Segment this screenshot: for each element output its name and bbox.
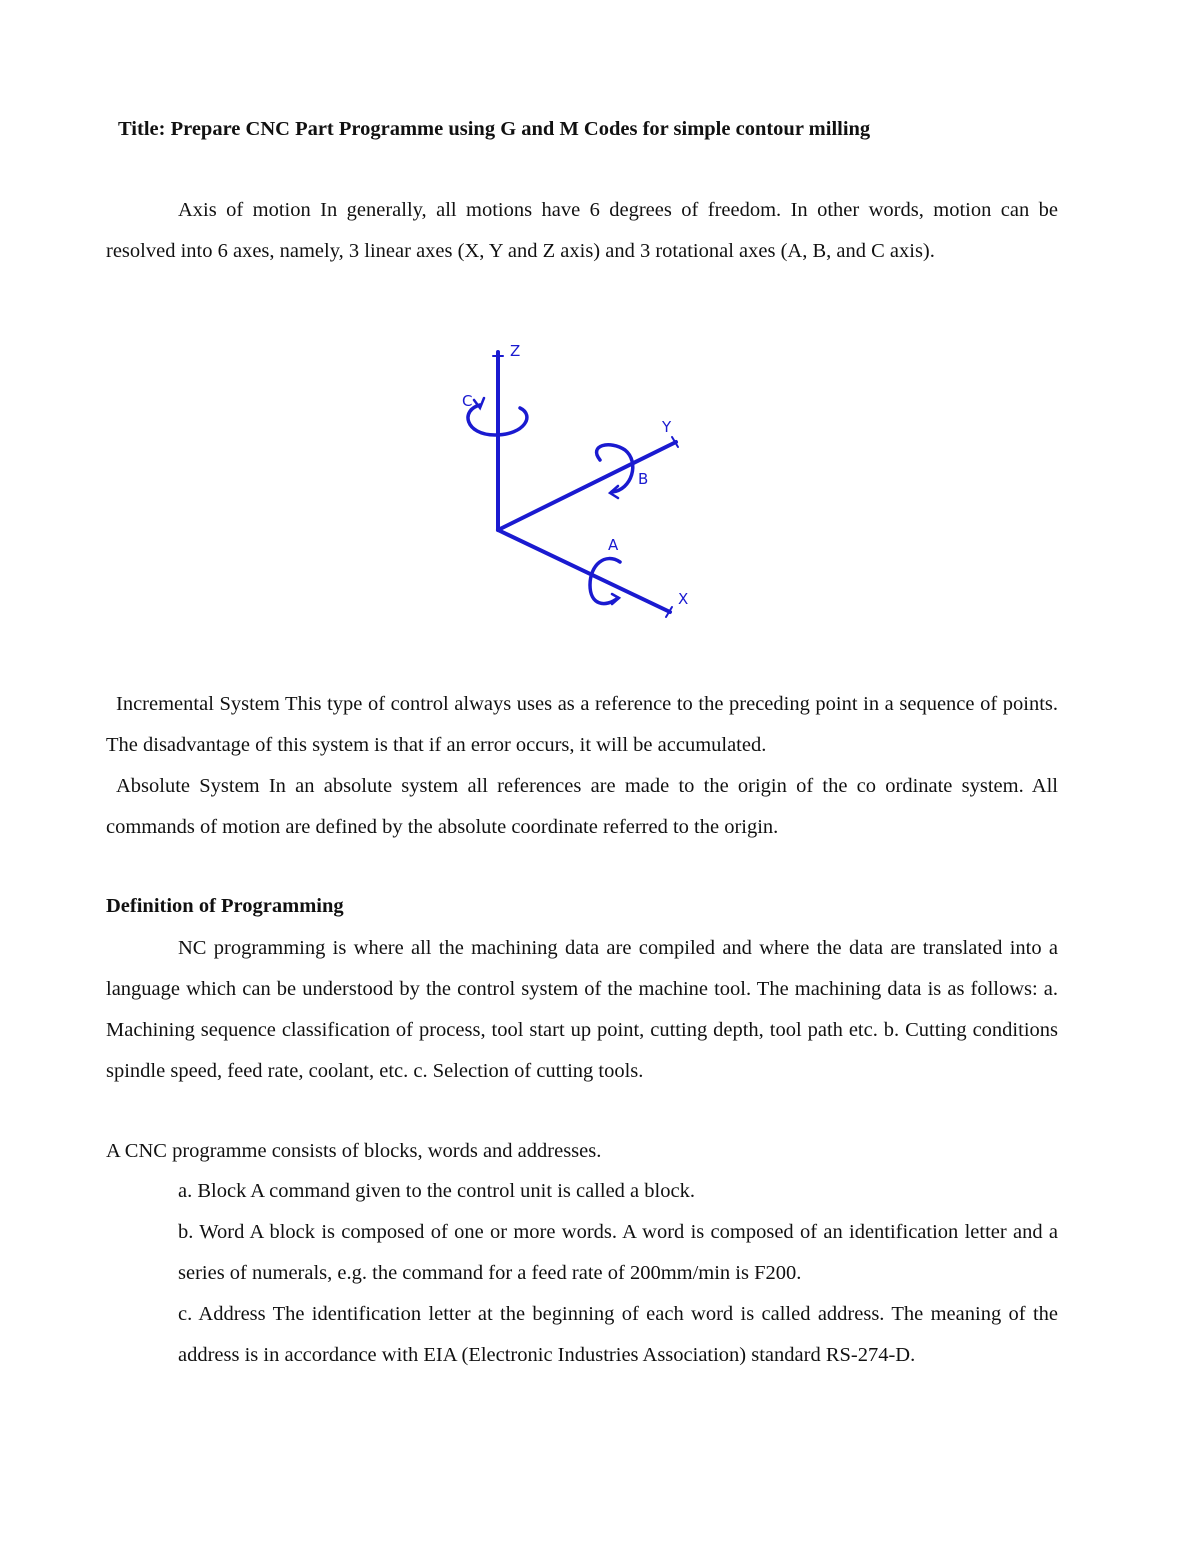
cnc-programme-intro: A CNC programme consists of blocks, words and addresses. <box>106 1140 602 1162</box>
list-item-address: c. Address The identification letter at the beginning of each word is called address. The meaning of the address is in accordance with EIA (Electronic Industries Association) standard RS-274-D. <box>178 1303 1058 1366</box>
definition-heading: Definition of Programming <box>106 895 344 917</box>
b-rotation-label: B <box>638 470 649 488</box>
incremental-system-paragraph: Incremental System This type of control always uses as a reference to the preceding point in a sequence of points. The disadvantage of this system is that if an error occurs, it will be accumulated. <box>106 693 1058 756</box>
x-axis-label: X <box>678 590 689 608</box>
axis-diagram <box>440 330 720 630</box>
c-rotation-label: C <box>462 392 473 410</box>
list-item-block: a. Block A command given to the control unit is called a block. <box>178 1180 695 1202</box>
definition-paragraph: NC programming is where all the machining data are compiled and where the data are translated into a language which can be understood by the control system of the machine tool. The machining data is as follows: a. Machining sequence classification of process, tool start up point, cutting depth, tool path etc. b. Cutting conditions spindle speed, feed rate, coolant, etc. c. Selection of cutting tools. <box>106 937 1058 1082</box>
b-rotation-arrow <box>597 445 633 492</box>
z-axis-label: Z <box>510 342 521 360</box>
absolute-system-paragraph: Absolute System In an absolute system all references are made to the origin of the co ordinate system. All commands of motion are defined by the absolute coordinate referred to the origin. <box>106 775 1058 838</box>
y-axis-label: Y <box>662 418 672 436</box>
document-title: Title: Prepare CNC Part Programme using G and M Codes for simple contour milling <box>118 118 871 140</box>
axis-of-motion-paragraph: Axis of motion In generally, all motions have 6 degrees of freedom. In other words, motion can be resolved into 6 axes, namely, 3 linear axes (X, Y and Z axis) and 3 rotational axes (A, B, and C axis). <box>106 199 1058 262</box>
y-axis-line <box>498 442 676 530</box>
a-rotation-label: A <box>608 536 619 554</box>
x-axis-line <box>498 530 670 612</box>
list-item-word: b. Word A block is composed of one or more words. A word is composed of an identification letter and a series of numerals, e.g. the command for a feed rate of 200mm/min is F200. <box>178 1221 1058 1284</box>
